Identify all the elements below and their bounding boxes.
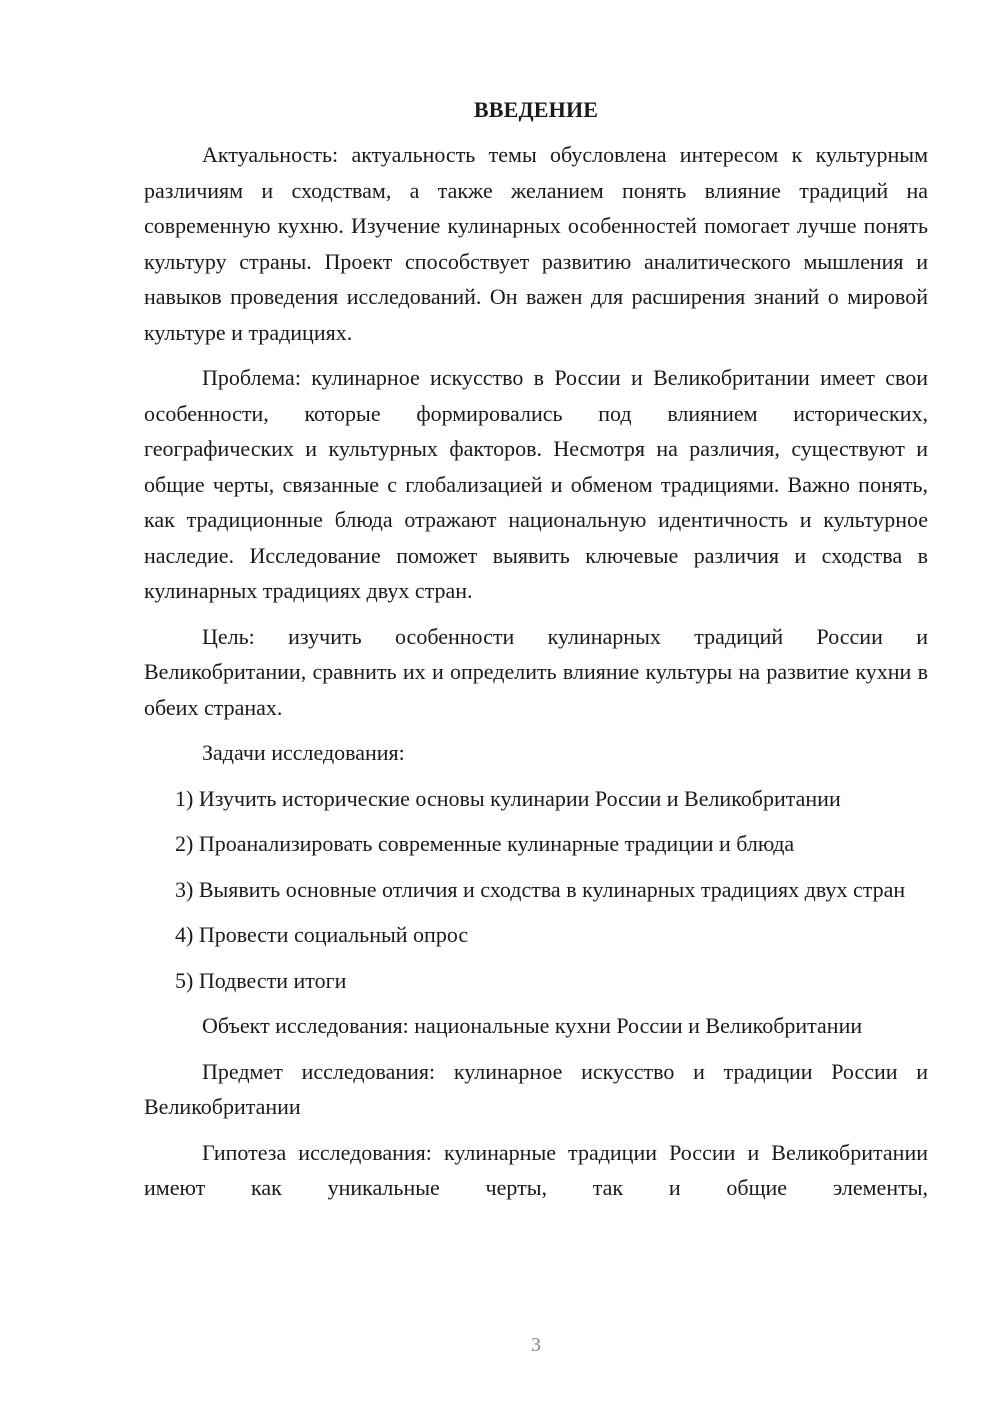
goal-paragraph: Цель: изучить особенности кулинарных традиций России и Великобритании, сравнить их и определить влияние культуры на развитие кухни в обеих странах. bbox=[144, 623, 928, 720]
tasks-heading: Задачи исследования: bbox=[202, 740, 405, 765]
hypothesis-paragraph: Гипотеза исследования: кулинарные традиции России и Великобритании имеют как уникальные черты, так и общие элементы, bbox=[144, 1139, 928, 1200]
task-item-4: 4) Провести социальный опрос bbox=[175, 922, 469, 947]
relevance-paragraph: Актуальность: актуальность темы обусловлена интересом к культурным различиям и сходствам, а также желанием понять влияние традиций на современную кухню. Изучение кулинарных особенностей помогает лучше понять культуру страны. Проект способствует развитию аналитического мышления и навыков проведения исследований. Он важен для расширения знаний о мировой культуре и традициях. bbox=[144, 142, 928, 345]
document-page bbox=[144, 95, 928, 1216]
tasks-list bbox=[144, 781, 928, 999]
task-item-1: 1) Изучить исторические основы кулинарии России и Великобритании bbox=[175, 785, 841, 811]
page-number: 3 bbox=[531, 1334, 541, 1356]
task-item-3: 3) Выявить основные отличия и сходства в кулинарных традициях двух стран bbox=[175, 876, 906, 902]
section-title: ВВЕДЕНИЕ bbox=[473, 97, 599, 122]
task-item-5: 5) Подвести итоги bbox=[175, 967, 347, 993]
subject-paragraph: Предмет исследования: кулинарное искусство и традиции России и Великобритании bbox=[144, 1058, 928, 1119]
problem-paragraph: Проблема: кулинарное искусство в России и Великобритании имеет свои особенности, которые формировались под влиянием исторических, географических и культурных факторов. Несмотря на различия, существуют и общие черты, связанные с глобализацией и обменом традициями. Важно понять, как традиционные блюда отражают национальную идентичность и культурное наследие. Исследование поможет выявить ключевые различия и сходства в кулинарных традициях двух стран. bbox=[144, 365, 928, 603]
object-paragraph: Объект исследования: национальные кухни России и Великобритании bbox=[202, 1013, 863, 1038]
task-item-2: 2) Проанализировать современные кулинарные традиции и блюда bbox=[175, 831, 795, 856]
